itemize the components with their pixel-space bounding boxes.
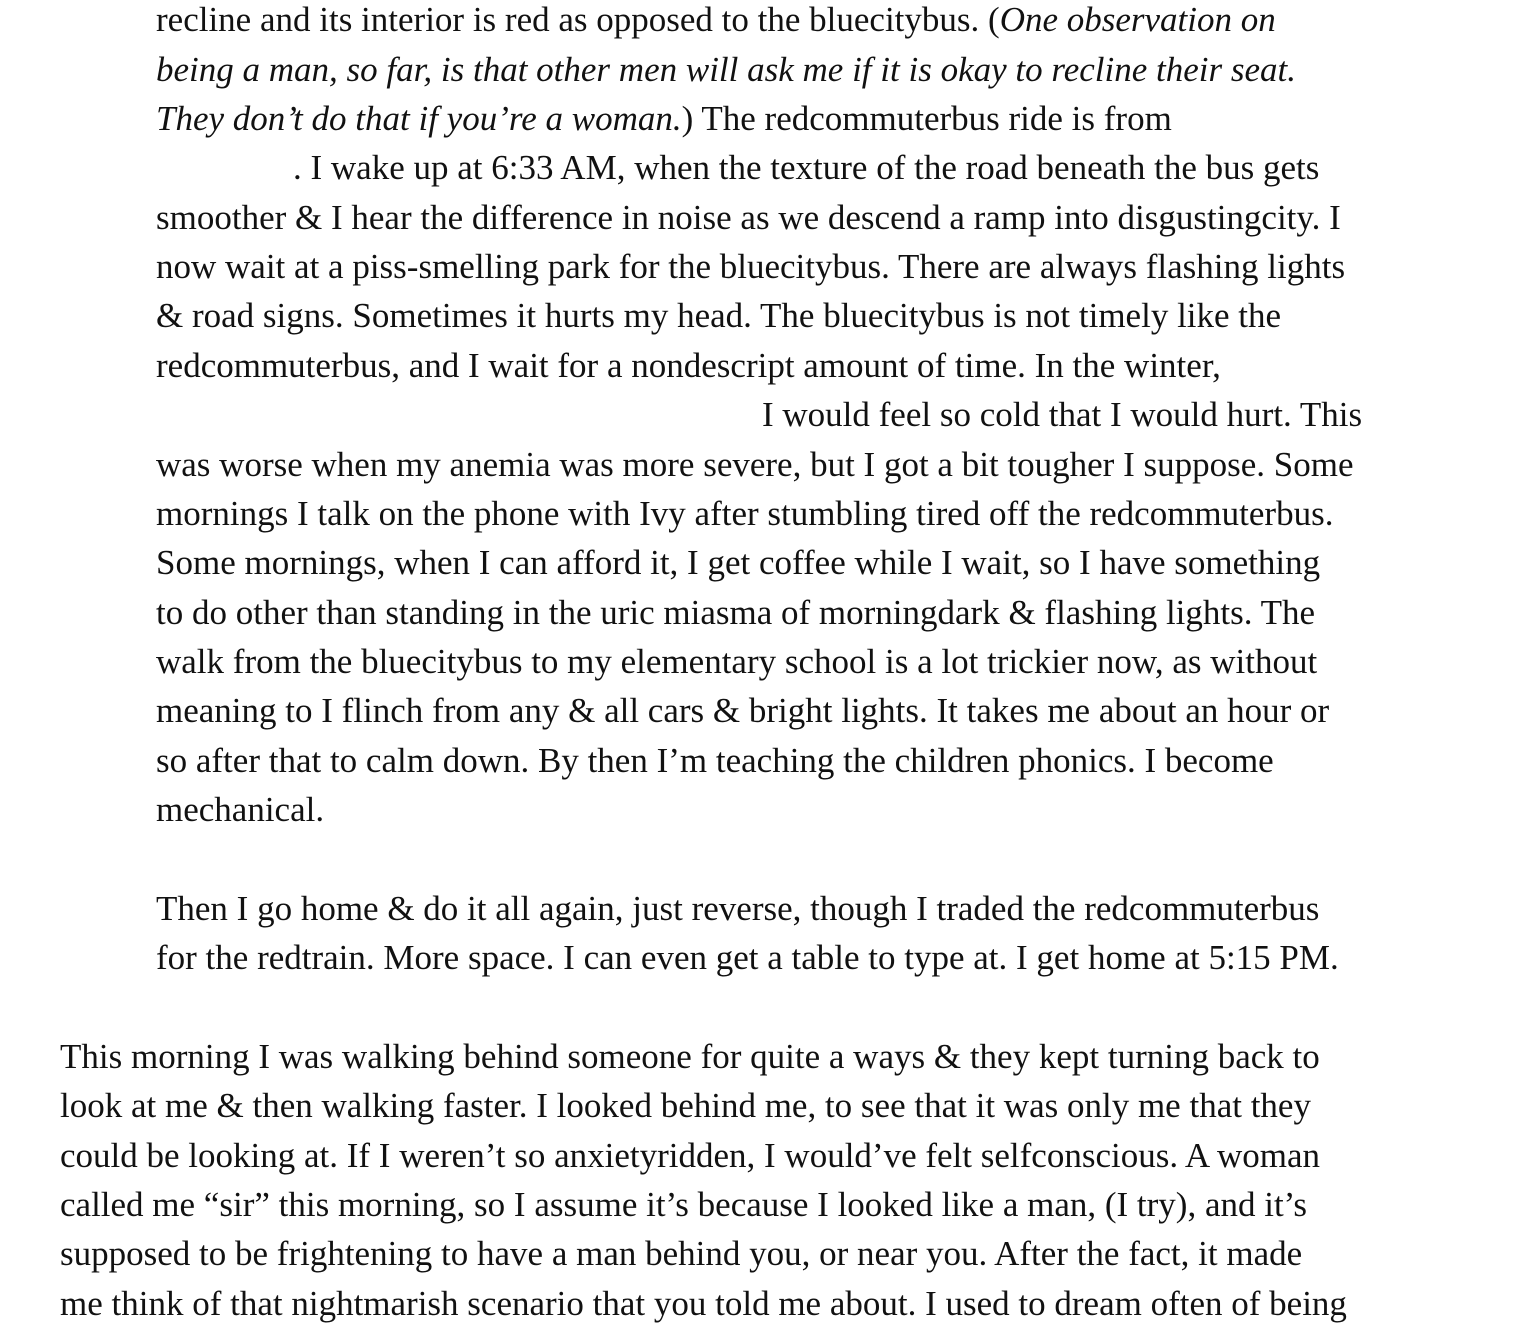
text-line: I would feel so cold that I would hurt. This [762, 395, 1363, 434]
italic-aside: They don’t do that if you’re a woman. [156, 99, 682, 138]
text-line: redcommuterbus, and I wait for a nondescript amount of time. In the winter, [156, 346, 1221, 385]
text-line: supposed to be frightening to have a man behind you, or near you. After the fact, it made [60, 1234, 1303, 1273]
text-line: smoother & I hear the difference in noise as we descend a ramp into disgustingcity. I [156, 198, 1341, 237]
text-line: called me “sir” this morning, so I assume it’s because I looked like a man, (I try), and it’s [60, 1185, 1308, 1224]
text-line: This morning I was walking behind someone for quite a ways & they kept turning back to [60, 1037, 1320, 1076]
text-line: so after that to calm down. By then I’m teaching the children phonics. I become [156, 741, 1274, 780]
text-line: Then I go home & do it all again, just reverse, though I traded the redcommuterbus [156, 889, 1320, 928]
text-span: recline and its interior is red as opposed to the bluecitybus. ( [156, 0, 1000, 39]
text-line: . I wake up at 6:33 AM, when the texture of the road beneath the bus gets [293, 148, 1320, 187]
text-line: meaning to I flinch from any & all cars & bright lights. It takes me about an hour or [156, 691, 1330, 730]
text-line: could be looking at. If I weren’t so anxietyridden, I would’ve felt selfconscious. A woman [60, 1136, 1321, 1175]
text-line: was worse when my anemia was more severe, but I got a bit tougher I suppose. Some [156, 445, 1354, 484]
text-line [156, 99, 1172, 139]
text-line: for the redtrain. More space. I can even get a table to type at. I get home at 5:15 PM. [156, 938, 1339, 977]
text-line: Some mornings, when I can afford it, I get coffee while I wait, so I have something [156, 543, 1321, 582]
text-line [156, 50, 1296, 90]
text-line: now wait at a piss-smelling park for the bluecitybus. There are always flashing lights [156, 247, 1346, 286]
text-line: mechanical. [156, 790, 325, 829]
text-line [156, 0, 1276, 40]
text-line: me think of that nightmarish scenario that you told me about. I used to dream often of being [60, 1284, 1347, 1323]
text-line: walk from the bluecitybus to my elementary school is a lot trickier now, as without [156, 642, 1318, 681]
text-line: mornings I talk on the phone with Ivy after stumbling tired off the redcommuterbus. [156, 494, 1334, 533]
text-line: & road signs. Sometimes it hurts my head. The bluecitybus is not timely like the [156, 296, 1282, 335]
italic-aside: being a man, so far, is that other men will ask me if it is okay to recline their seat. [156, 50, 1296, 89]
text-line: to do other than standing in the uric miasma of morningdark & flashing lights. The [156, 593, 1316, 632]
text-line: look at me & then walking faster. I looked behind me, to see that it was only me that they [60, 1086, 1311, 1125]
text-span: ) The redcommuterbus ride is from [681, 99, 1172, 138]
italic-aside: One observation on [999, 0, 1276, 39]
